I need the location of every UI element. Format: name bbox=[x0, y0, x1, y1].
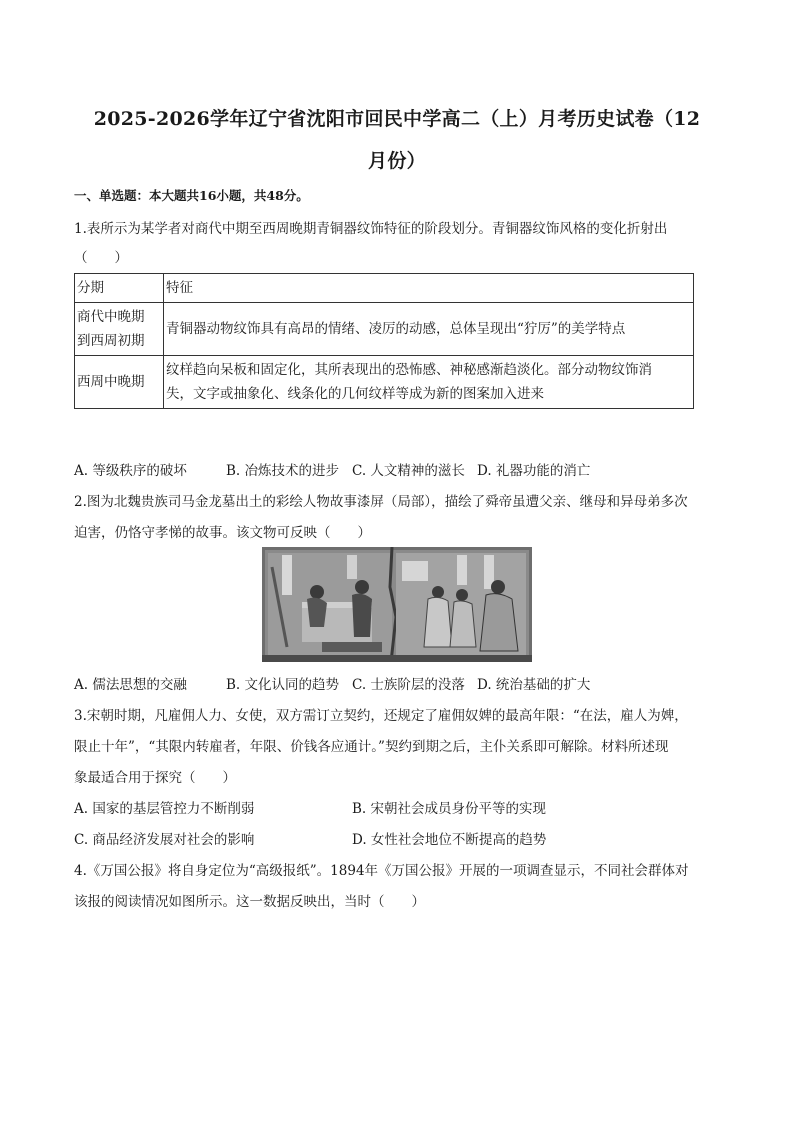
q2-stem-line-1: 2.图为北魏贵族司马金龙墓出土的彩绘人物故事漆屏（局部），描绘了舜帝虽遭父亲、继母和异母弟多次 bbox=[74, 494, 688, 510]
period-text: 西周中晚期 bbox=[77, 374, 145, 390]
q1-option-c[interactable]: C. 人文精神的滋长 bbox=[352, 463, 465, 479]
table-header-period: 分期 bbox=[75, 274, 164, 303]
q1-table bbox=[74, 273, 694, 409]
exam-title-line-2: 月份） bbox=[368, 150, 426, 172]
table-row bbox=[75, 356, 694, 409]
q2-stem-line-2: 迫害，仍恪守孝悌的故事。该文物可反映（ ） bbox=[74, 525, 371, 541]
q3-stem-line-1: 3.宋朝时期，凡雇佣人力、女使，双方需订立契约，还规定了雇佣奴婢的最高年限：“在法，雇人为婢， bbox=[74, 708, 688, 724]
q2-option-b[interactable]: B. 文化认同的趋势 bbox=[226, 677, 340, 693]
section-heading: 一、单选题：本大题共16小题，共48分。 bbox=[74, 188, 309, 203]
q2-option-c[interactable]: C. 士族阶层的没落 bbox=[352, 677, 465, 693]
q1-option-b[interactable]: B. 冶炼技术的进步 bbox=[226, 463, 340, 479]
exam-title-line-1: 2025-2026学年辽宁省沈阳市回民中学高二（上）月考历史试卷（12 bbox=[93, 108, 701, 130]
period-text: 商代中晚期 bbox=[77, 309, 145, 325]
period-text: 到西周初期 bbox=[77, 333, 145, 349]
q1-stem-line-2: （ ） bbox=[74, 250, 128, 266]
table-cell-period bbox=[75, 303, 164, 356]
q4-stem-line-1: 4.《万国公报》将自身定位为“高级报纸”。1894年《万国公报》开展的一项调查显示，不同社会群体对 bbox=[74, 863, 689, 879]
feature-text: 失，文字或抽象化、线条化的几何纹样等成为新的图案加入进来 bbox=[166, 386, 544, 402]
q2-option-d[interactable]: D. 统治基础的扩大 bbox=[477, 677, 591, 693]
q3-option-d[interactable]: D. 女性社会地位不断提高的趋势 bbox=[352, 832, 547, 848]
q3-stem-line-2: 限止十年”，“其限内转雇者，年限、价钱各应通计。”契约到期之后，主仆关系即可解除。材料所述现 bbox=[74, 739, 669, 755]
feature-text: 纹样趋向呆板和固定化，其所表现出的恐怖感、神秘感渐趋淡化。部分动物纹饰消 bbox=[166, 362, 652, 378]
q3-option-a[interactable]: A. 国家的基层管控力不断削弱 bbox=[74, 801, 255, 817]
q4-stem-line-2: 该报的阅读情况如图所示。这一数据反映出，当时（ ） bbox=[74, 894, 425, 910]
table-row bbox=[75, 303, 694, 356]
lacquer-screen-image bbox=[262, 547, 532, 662]
table-header-feature: 特征 bbox=[164, 274, 694, 303]
table-cell-feature bbox=[164, 303, 694, 356]
q2-option-a[interactable]: A. 儒法思想的交融 bbox=[74, 677, 187, 693]
q1-option-a[interactable]: A. 等级秩序的破坏 bbox=[74, 463, 187, 479]
q3-option-b[interactable]: B. 宋朝社会成员身份平等的实现 bbox=[352, 801, 547, 817]
table-cell-period bbox=[75, 356, 164, 409]
table-cell-feature bbox=[164, 356, 694, 409]
q3-option-c[interactable]: C. 商品经济发展对社会的影响 bbox=[74, 832, 255, 848]
feature-text: 青铜器动物纹饰具有高昂的情绪、凌厉的动感，总体呈现出“狞厉”的美学特点 bbox=[166, 321, 626, 337]
q3-stem-line-3: 象最适合用于探究（ ） bbox=[74, 770, 236, 786]
q1-stem-line-1: 1.表所示为某学者对商代中期至西周晚期青铜器纹饰特征的阶段划分。青铜器纹饰风格的变化折射出 bbox=[74, 221, 668, 237]
q1-option-d[interactable]: D. 礼器功能的消亡 bbox=[477, 463, 591, 479]
table-header-row bbox=[75, 274, 694, 303]
